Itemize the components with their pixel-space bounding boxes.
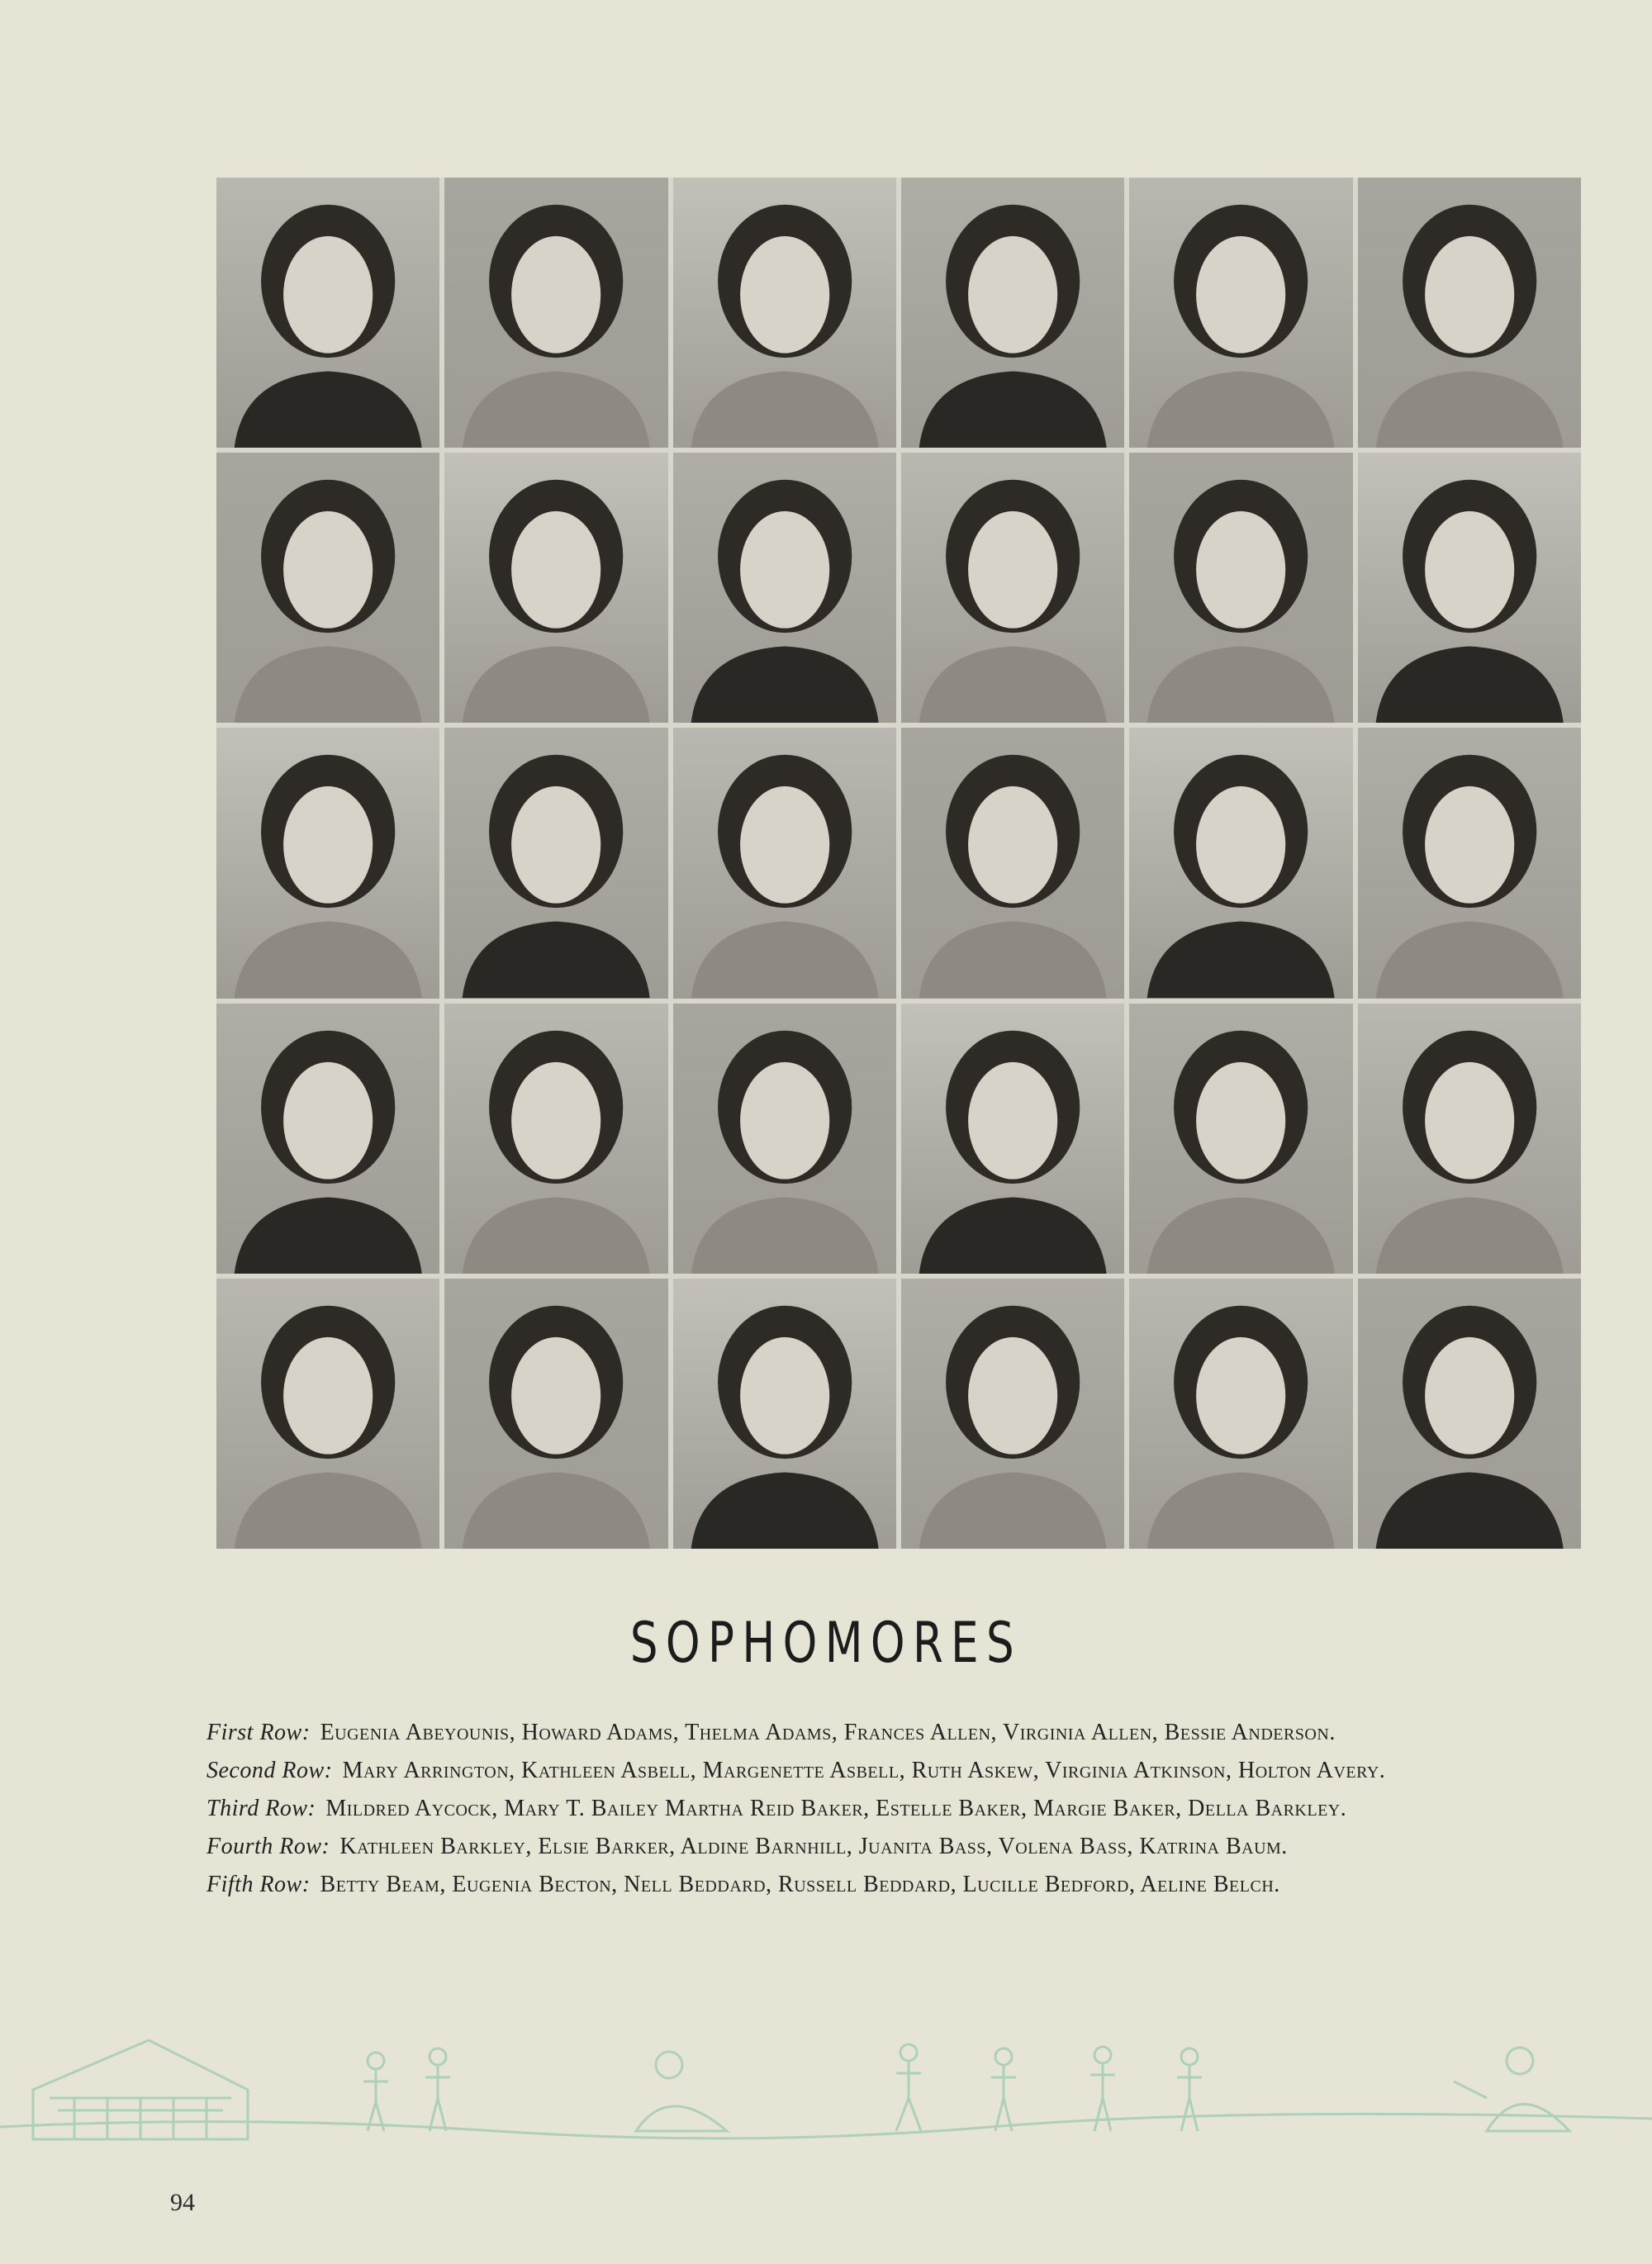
portrait-photo bbox=[444, 728, 667, 998]
portrait-silhouette bbox=[901, 178, 1124, 448]
portrait-silhouette bbox=[673, 1279, 896, 1549]
page-heading: SOPHOMORES bbox=[629, 1611, 1023, 1676]
caption-row-5 bbox=[206, 1868, 1576, 1901]
portrait-silhouette bbox=[901, 1004, 1124, 1274]
portrait-silhouette bbox=[901, 453, 1124, 723]
portrait-silhouette bbox=[1129, 178, 1352, 448]
portrait-photo bbox=[1129, 728, 1352, 998]
portrait-photo bbox=[444, 453, 667, 723]
page-number: 94 bbox=[170, 2189, 195, 2216]
portrait-grid bbox=[216, 178, 1581, 1549]
portrait-photo bbox=[1358, 728, 1581, 998]
caption-row-1 bbox=[206, 1716, 1576, 1749]
portrait-photo bbox=[216, 728, 439, 998]
portrait-silhouette bbox=[673, 453, 896, 723]
caption-row-names: Mary Arrington, Kathleen Asbell, Margenette Asbell, Ruth Askew, Virginia Atkinson, Holton Avery. bbox=[342, 1758, 1386, 1783]
caption-row-label: Third Row: bbox=[206, 1796, 316, 1821]
caption-row-label: Fourth Row: bbox=[206, 1834, 330, 1859]
portrait-photo bbox=[901, 1279, 1124, 1549]
portrait-silhouette bbox=[444, 178, 667, 448]
portrait-silhouette bbox=[444, 453, 667, 723]
portrait-photo bbox=[673, 1004, 896, 1274]
portrait-photo bbox=[673, 178, 896, 448]
portrait-photo bbox=[1358, 178, 1581, 448]
portrait-photo bbox=[216, 1004, 439, 1274]
decorative-border-illustration bbox=[0, 2015, 1652, 2156]
caption-row-names: Betty Beam, Eugenia Becton, Nell Beddard, Russell Beddard, Lucille Bedford, Aeline Belch. bbox=[320, 1872, 1280, 1897]
portrait-silhouette bbox=[1129, 1004, 1352, 1274]
portrait-silhouette bbox=[1358, 1004, 1581, 1274]
portrait-photo bbox=[673, 728, 896, 998]
caption-row-3 bbox=[206, 1792, 1576, 1825]
caption-row-names: Kathleen Barkley, Elsie Barker, Aldine Barnhill, Juanita Bass, Volena Bass, Katrina Baum. bbox=[339, 1834, 1288, 1859]
portrait-photo bbox=[444, 1279, 667, 1549]
portrait-photo bbox=[1129, 1004, 1352, 1274]
portrait-photo bbox=[216, 1279, 439, 1549]
portrait-photo bbox=[901, 1004, 1124, 1274]
portrait-silhouette bbox=[673, 728, 896, 998]
portrait-photo bbox=[901, 728, 1124, 998]
portrait-photo bbox=[1358, 1279, 1581, 1549]
portrait-silhouette bbox=[1358, 453, 1581, 723]
portrait-photo bbox=[1129, 178, 1352, 448]
portrait-silhouette bbox=[216, 178, 439, 448]
portrait-silhouette bbox=[216, 1004, 439, 1274]
portrait-photo bbox=[673, 453, 896, 723]
portrait-photo bbox=[901, 178, 1124, 448]
portrait-silhouette bbox=[216, 728, 439, 998]
portrait-silhouette bbox=[1358, 1279, 1581, 1549]
portrait-silhouette bbox=[216, 453, 439, 723]
portrait-silhouette bbox=[1129, 1279, 1352, 1549]
caption-row-label: First Row: bbox=[206, 1720, 311, 1745]
portrait-photo bbox=[901, 453, 1124, 723]
portrait-photo bbox=[216, 178, 439, 448]
portrait-silhouette bbox=[1129, 728, 1352, 998]
portrait-silhouette bbox=[1129, 453, 1352, 723]
portrait-photo bbox=[1129, 1279, 1352, 1549]
portrait-silhouette bbox=[901, 1279, 1124, 1549]
portrait-silhouette bbox=[444, 728, 667, 998]
portrait-photo bbox=[1358, 1004, 1581, 1274]
caption-row-label: Second Row: bbox=[206, 1758, 333, 1783]
caption-row-2 bbox=[206, 1754, 1576, 1787]
portrait-photo bbox=[1129, 453, 1352, 723]
portrait-photo bbox=[444, 1004, 667, 1274]
portrait-silhouette bbox=[444, 1279, 667, 1549]
portrait-silhouette bbox=[901, 728, 1124, 998]
portrait-silhouette bbox=[1358, 178, 1581, 448]
caption-row-4 bbox=[206, 1830, 1576, 1863]
portrait-photo bbox=[444, 178, 667, 448]
portrait-silhouette bbox=[444, 1004, 667, 1274]
portrait-silhouette bbox=[673, 1004, 896, 1274]
caption-row-names: Mildred Aycock, Mary T. Bailey Martha Reid Baker, Estelle Baker, Margie Baker, Della Barkley. bbox=[325, 1796, 1347, 1821]
caption-row-names: Eugenia Abeyounis, Howard Adams, Thelma Adams, Frances Allen, Virginia Allen, Bessie Anderson. bbox=[320, 1720, 1336, 1745]
portrait-photo bbox=[673, 1279, 896, 1549]
portrait-photo bbox=[216, 453, 439, 723]
caption-row-label: Fifth Row: bbox=[206, 1872, 311, 1897]
portrait-photo bbox=[1358, 453, 1581, 723]
portrait-silhouette bbox=[1358, 728, 1581, 998]
portrait-silhouette bbox=[673, 178, 896, 448]
caption-block bbox=[206, 1716, 1576, 1906]
portrait-silhouette bbox=[216, 1279, 439, 1549]
